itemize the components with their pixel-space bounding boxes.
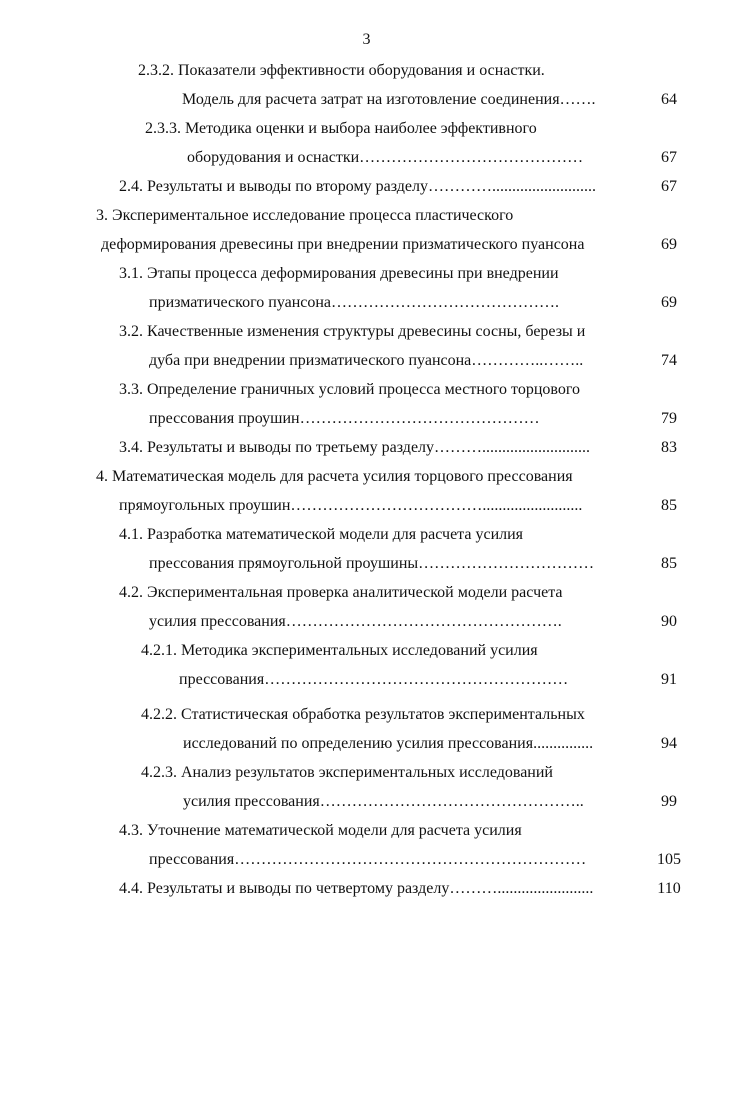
toc-entry-3-3-title-cont: прессования проушин……………………………………… — [149, 410, 540, 427]
toc-entry-4-1-page: 85 — [661, 555, 677, 572]
toc-entry-2-3-3-title: 2.3.3. Методика оценки и выбора наиболее эффективного — [145, 120, 537, 137]
toc-entry-3-4-page: 83 — [661, 439, 677, 456]
toc-entry-2-3-2-title: 2.3.2. Показатели эффективности оборудования и оснастки. — [138, 62, 545, 79]
toc-entry-4-2-title: 4.2. Экспериментальная проверка аналитической модели расчета — [119, 584, 563, 601]
toc-entry-4-2-1-title-cont: прессования………………………………………………… — [179, 671, 569, 688]
toc-entry-3-3-title: 3.3. Определение граничных условий процесса местного торцового — [119, 381, 580, 398]
toc-entry-4-2-3-title-cont: усилия прессования………………………………………….. — [183, 793, 584, 810]
toc-entry-2-3-3-title-cont: оборудования и оснастки…………………………………… — [187, 149, 584, 166]
toc-entry-4-2-2-page: 94 — [661, 735, 677, 752]
toc-entry-4-2-page: 90 — [661, 613, 677, 630]
toc-entry-4-2-title-cont: усилия прессования……………………………………………. — [149, 613, 562, 630]
toc-entry-4-2-1-title: 4.2.1. Методика экспериментальных исследований усилия — [141, 642, 538, 659]
toc-entry-2-3-3-page: 67 — [661, 149, 677, 166]
toc-entry-4-4-title: 4.4. Результаты и выводы по четвертому разделу………........................ — [119, 880, 594, 897]
toc-entry-4-3-page: 105 — [657, 851, 681, 868]
toc-entry-4-1-title-cont: прессования прямоугольной проушины…………………………… — [149, 555, 595, 572]
toc-entry-4-title: 4. Математическая модель для расчета усилия торцового прессования — [96, 468, 573, 485]
toc-entry-4-2-2-title-cont: исследований по определению усилия прессования............... — [183, 735, 594, 752]
toc-entry-3-2-title: 3.2. Качественные изменения структуры древесины сосны, березы и — [119, 323, 586, 340]
toc-entry-3-4-title: 3.4. Результаты и выводы по третьему разделу………........................... — [119, 439, 591, 456]
toc-entry-4-2-3-page: 99 — [661, 793, 677, 810]
toc-entry-3-1-title: 3.1. Этапы процесса деформирования древесины при внедрении — [119, 265, 559, 282]
toc-entry-2-4-page: 67 — [661, 178, 677, 195]
toc-entry-3-2-title-cont: дуба при внедрении призматического пуансона…………..…….. — [149, 352, 584, 369]
toc-entry-4-4-page: 110 — [657, 880, 681, 897]
page-number: 3 — [362, 31, 371, 48]
toc-entry-3-title: 3. Экспериментальное исследование процесса пластического — [96, 207, 514, 224]
toc-entry-4-1-title: 4.1. Разработка математической модели для расчета усилия — [119, 526, 524, 543]
toc-entry-4-2-1-page: 91 — [661, 671, 677, 688]
toc-entry-4-2-3-title: 4.2.3. Анализ результатов экспериментальных исследований — [141, 764, 553, 781]
toc-entry-3-1-page: 69 — [661, 294, 677, 311]
toc-entry-3-2-page: 74 — [661, 352, 677, 369]
toc-entry-2-3-2-page: 64 — [661, 91, 677, 108]
toc-entry-2-4-title: 2.4. Результаты и выводы по второму разделу………….......................... — [119, 178, 596, 195]
toc-entry-4-3-title-cont: прессования………………………………………………………… — [149, 851, 587, 868]
toc-entry-4-page: 85 — [661, 497, 677, 514]
toc-entry-3-page: 69 — [661, 236, 677, 253]
toc-entry-4-3-title: 4.3. Уточнение математической модели для расчета усилия — [119, 822, 522, 839]
toc-entry-4-title-cont: прямоугольных проушин………………………………......................... — [119, 497, 583, 514]
toc-entry-3-title-cont: деформирования древесины при внедрении призматического пуансона — [101, 236, 585, 253]
toc-entry-3-3-page: 79 — [661, 410, 677, 427]
toc-entry-3-1-title-cont: призматического пуансона……………………………………. — [149, 294, 560, 311]
toc-entry-2-3-2-title-cont: Модель для расчета затрат на изготовление соединения……. — [182, 91, 596, 108]
toc-entry-4-2-2-title: 4.2.2. Статистическая обработка результатов экспериментальных — [141, 706, 585, 723]
